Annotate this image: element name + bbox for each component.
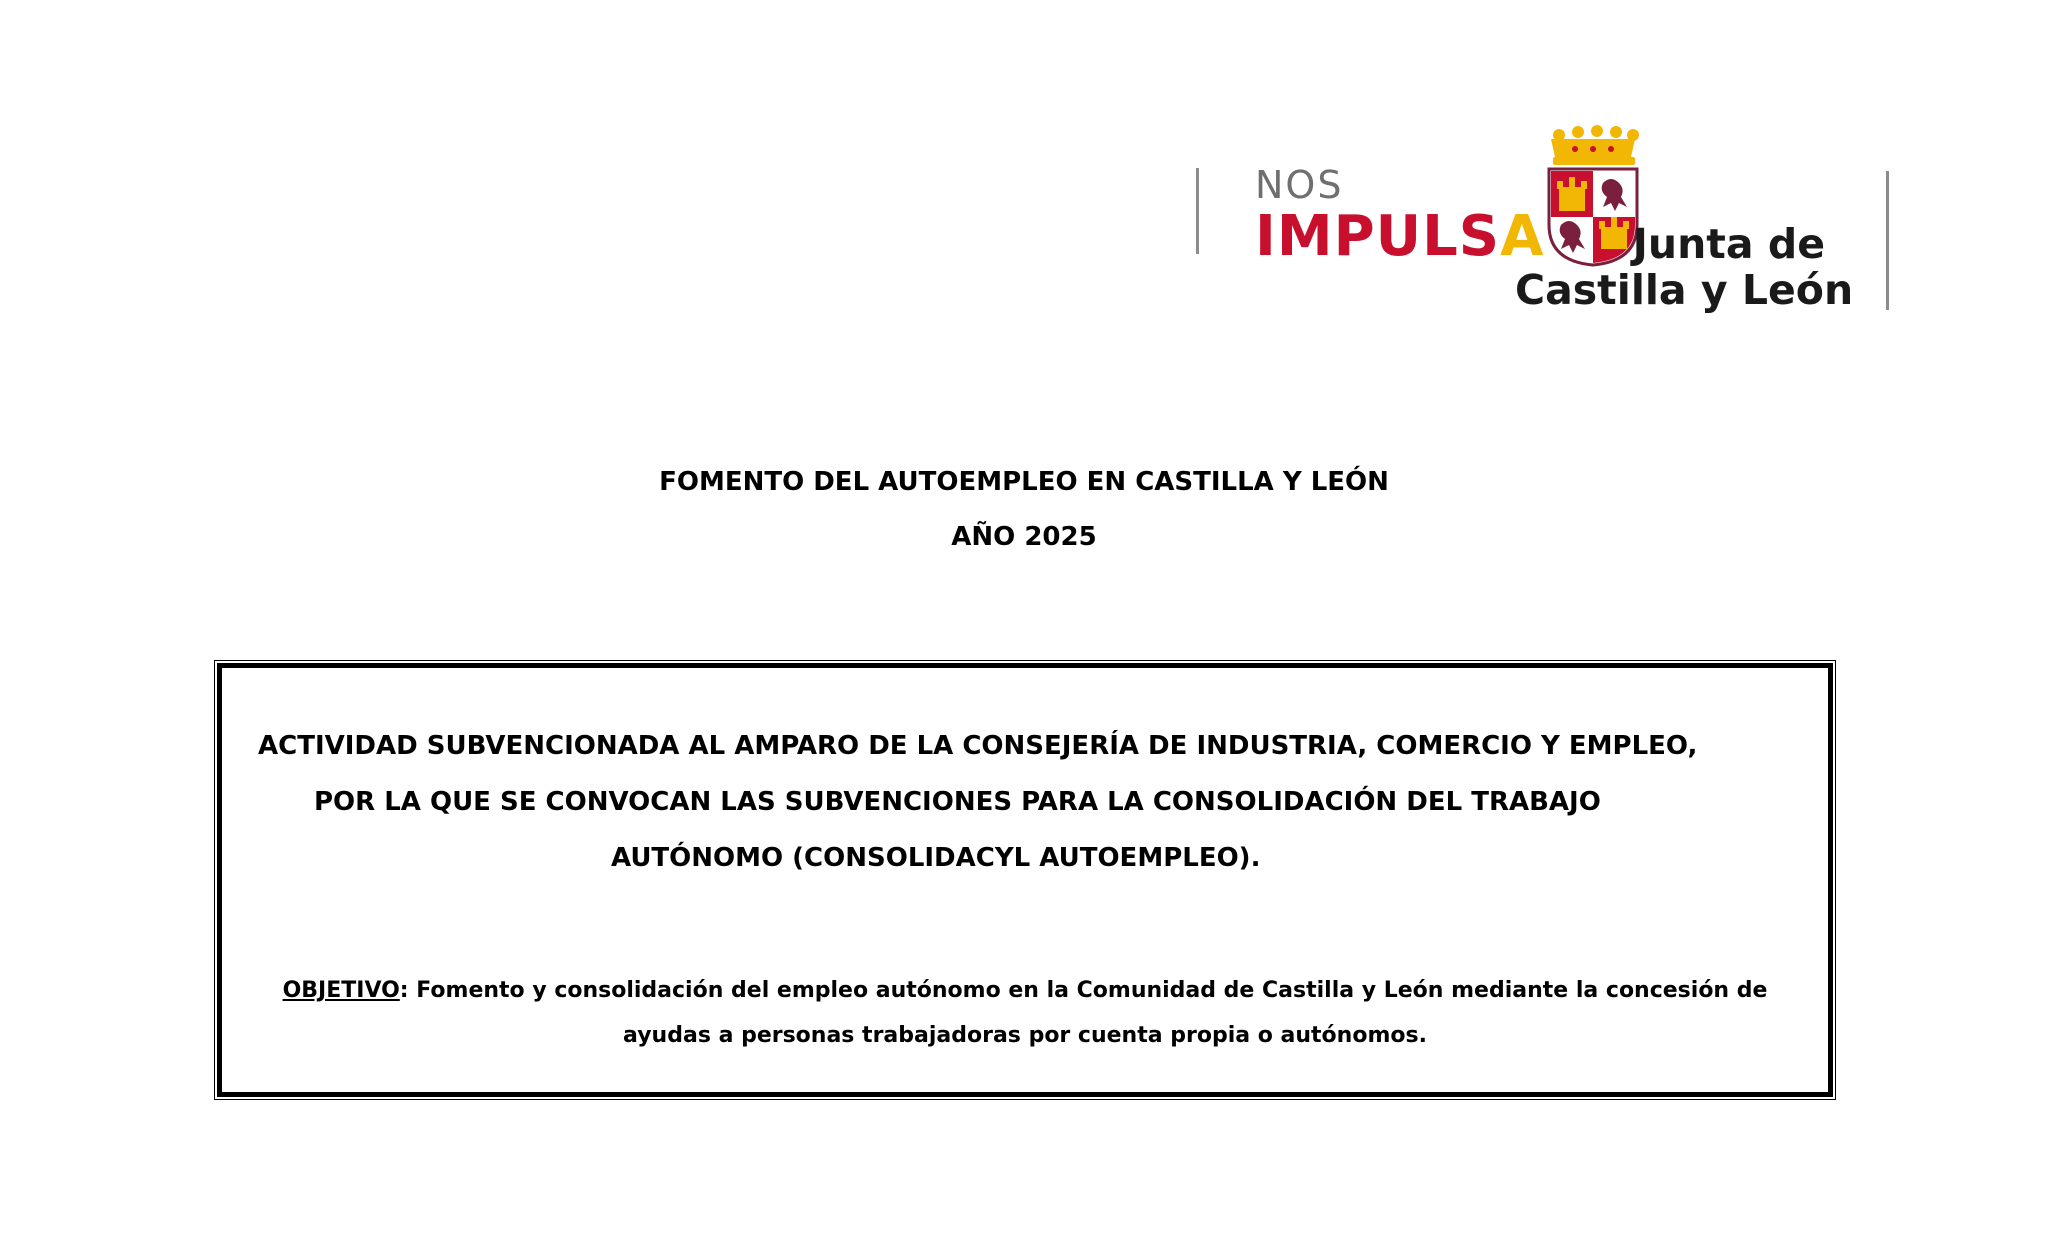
subsidy-info-box <box>217 663 1833 1097</box>
nos-impulsa-line2 <box>1255 204 1545 269</box>
impulsa-last-letter: A <box>1500 204 1545 269</box>
nos-impulsa-line1: NOS <box>1255 163 1344 207</box>
impulsa-main-text: IMPULS <box>1255 204 1501 269</box>
junta-logo-text <box>1515 220 1854 314</box>
logo-divider-right <box>1886 171 1889 310</box>
subsidy-heading-line-1: ACTIVIDAD SUBVENCIONADA AL AMPARO DE LA CONSEJERÍA DE INDUSTRIA, COMERCIO Y EMPLEO, <box>258 731 1698 761</box>
objective-text-1: Fomento y consolidación del empleo autónomo en la Comunidad de Castilla y León mediante la concesión de <box>416 978 1768 1003</box>
objective-paragraph <box>222 968 1828 1058</box>
document-year: AÑO 2025 <box>951 522 1097 552</box>
nos-impulsa-logo <box>1255 163 1545 269</box>
document-title: FOMENTO DEL AUTOEMPLEO EN CASTILLA Y LEÓN <box>659 467 1389 497</box>
junta-logo-line1: Junta de <box>1632 220 1825 268</box>
objective-line-2: ayudas a personas trabajadoras por cuenta propia o autónomos. <box>623 1023 1427 1048</box>
objective-separator: : <box>399 978 409 1003</box>
subsidy-heading-line-3: AUTÓNOMO (CONSOLIDACYL AUTOEMPLEO). <box>611 843 1261 873</box>
objective-label: OBJETIVO <box>282 978 400 1003</box>
objective-line-1 <box>222 968 1828 1013</box>
junta-logo-line2: Castilla y León <box>1515 266 1854 314</box>
subsidy-heading <box>222 718 1828 886</box>
junta-castilla-leon-logo <box>1515 125 1854 325</box>
logo-divider-left <box>1196 168 1199 254</box>
subsidy-heading-line-2: POR LA QUE SE CONVOCAN LAS SUBVENCIONES PARA LA CONSOLIDACIÓN DEL TRABAJO <box>314 787 1601 817</box>
